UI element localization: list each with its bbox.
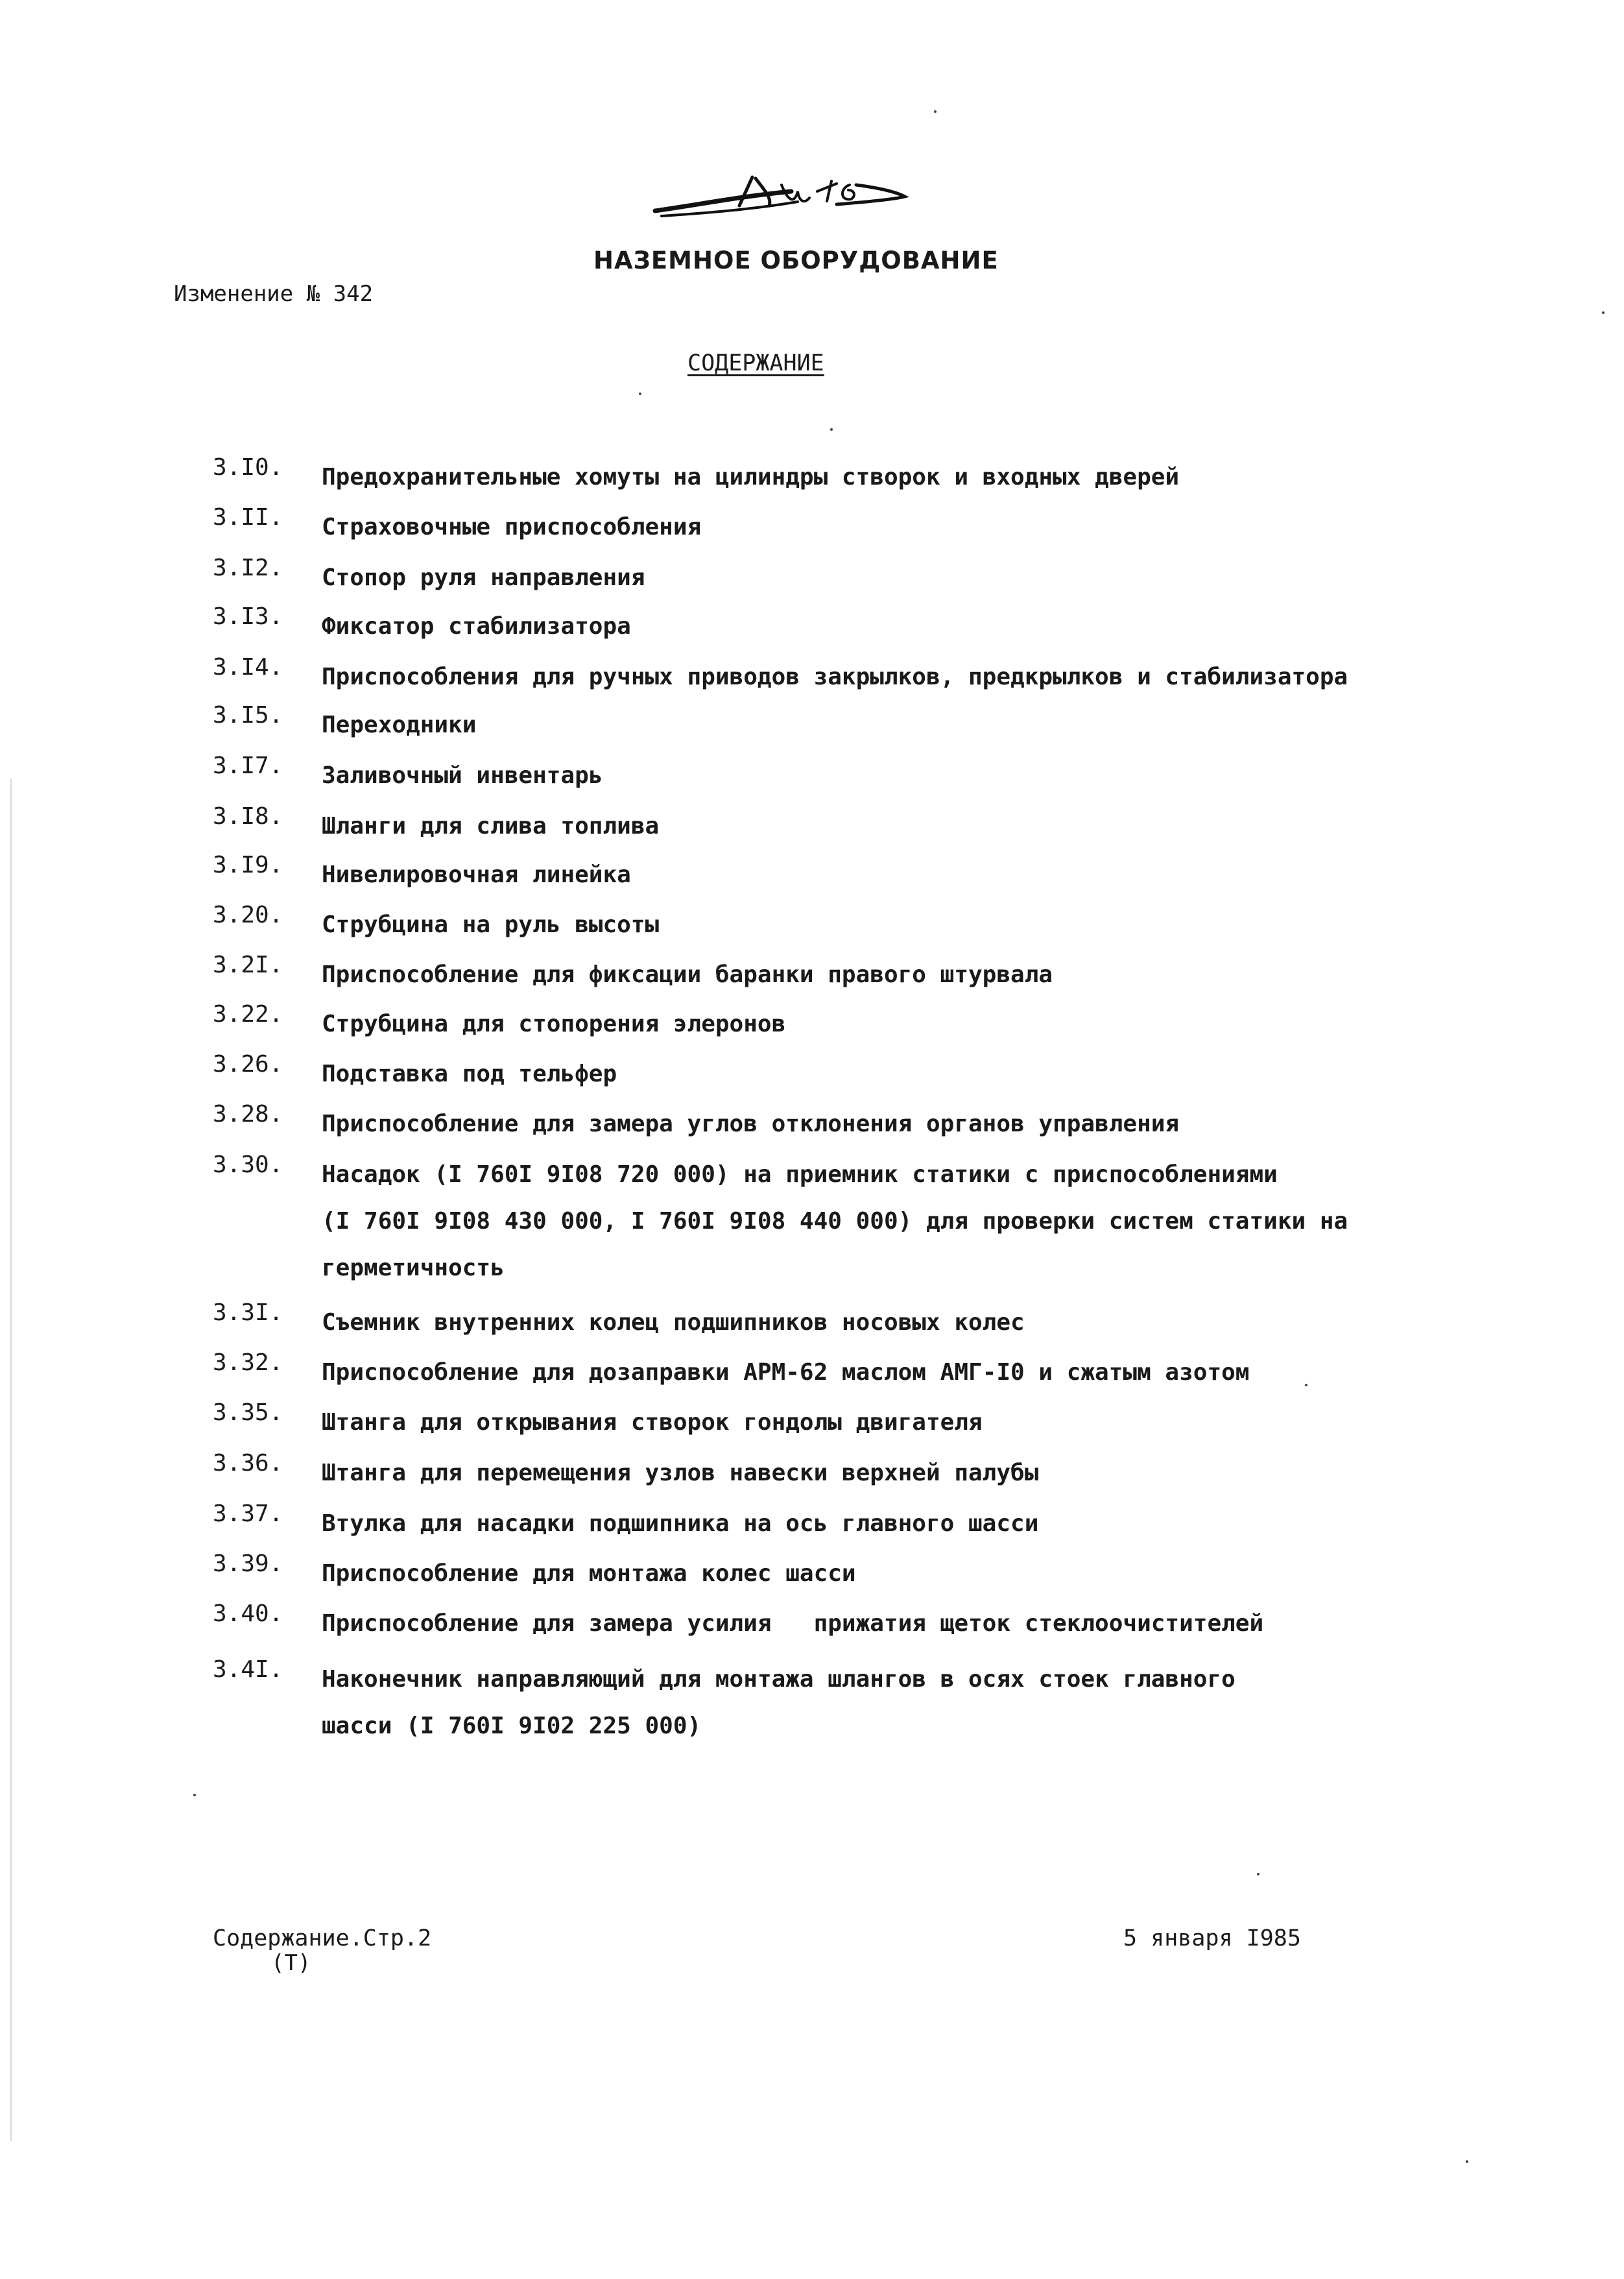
toc-number: 3.36. xyxy=(213,1450,283,1477)
toc-title: Нивелировочная линейка xyxy=(322,862,631,888)
toc-title: Шланги для слива топлива xyxy=(322,813,660,839)
toc-number: 3.I5. xyxy=(213,702,283,729)
toc-title: Приспособление для замера углов отклонения органов управления xyxy=(322,1111,1180,1137)
toc-number: 3.22. xyxy=(213,1001,283,1028)
contents-heading: СОДЕРЖАНИЕ xyxy=(687,350,824,376)
toc-title: Подставка под тельфер xyxy=(322,1061,617,1087)
scan-margin-line xyxy=(10,778,12,2141)
footer-page-suffix: (Т) xyxy=(271,1950,311,1976)
toc-number: 3.35. xyxy=(213,1399,283,1426)
toc-title: Штанга для открывания створок гондолы двигателя xyxy=(322,1409,983,1436)
toc-number: 3.I8. xyxy=(213,803,283,830)
toc-number: 3.I7. xyxy=(213,753,283,779)
scan-speck xyxy=(639,392,641,395)
toc-number: 3.37. xyxy=(213,1501,283,1527)
scan-speck xyxy=(830,428,833,431)
scan-speck xyxy=(193,1794,196,1796)
toc-title: Предохранительные хомуты на цилиндры створок и входных дверей xyxy=(322,464,1180,490)
footer-date: 5 января I985 xyxy=(1123,1925,1301,1951)
footer-page-label: Содержание.Стр.2 xyxy=(213,1925,432,1951)
change-number: Изменение № 342 xyxy=(174,281,374,307)
scan-speck xyxy=(934,110,937,113)
toc-title: Приспособление для дозаправки АРМ-62 маслом АМГ-I0 и сжатым азотом xyxy=(322,1359,1250,1386)
scan-speck xyxy=(1602,311,1605,314)
toc-title: Съемник внутренних колец подшипников носовых колес xyxy=(322,1309,1025,1336)
toc-number: 3.I0. xyxy=(213,454,283,481)
toc-title: Переходники xyxy=(322,712,477,738)
toc-title: Страховочные приспособления xyxy=(322,514,702,540)
toc-number: 3.3I. xyxy=(213,1299,283,1326)
toc-number: 3.I9. xyxy=(213,852,283,878)
toc-number: 3.30. xyxy=(213,1152,283,1178)
toc-title: Приспособление для фиксации баранки правого штурвала xyxy=(322,961,1053,988)
toc-title: Струбцина на руль высоты xyxy=(322,911,660,938)
toc-number: 3.4I. xyxy=(213,1656,283,1683)
toc-title: Заливочный инвентарь xyxy=(322,762,603,789)
scan-speck xyxy=(1305,1384,1308,1386)
toc-title: Приспособления для ручных приводов закрылков, предкрылков и стабилизатора xyxy=(322,664,1348,690)
toc-title: Стопор руля направления xyxy=(322,564,645,591)
toc-number: 3.20. xyxy=(213,902,283,928)
toc-number: 3.I3. xyxy=(213,603,283,630)
toc-number: 3.II. xyxy=(213,504,283,531)
toc-title: Струбцина для стопорения элеронов xyxy=(322,1011,786,1037)
toc-number: 3.28. xyxy=(213,1101,283,1127)
toc-number: 3.2I. xyxy=(213,952,283,978)
toc-title: Втулка для насадки подшипника на ось главного шасси xyxy=(322,1510,1039,1537)
toc-title: Фиксатор стабилизатора xyxy=(322,613,631,640)
toc-number: 3.26. xyxy=(213,1051,283,1078)
toc-number: 3.I4. xyxy=(213,654,283,681)
toc-title: Приспособление для монтажа колес шасси xyxy=(322,1560,856,1587)
toc-number: 3.40. xyxy=(213,1600,283,1627)
section-title: НАЗЕМНОЕ ОБОРУДОВАНИЕ xyxy=(593,247,999,274)
toc-title: Приспособление для замера усилия прижатия щеток стеклоочистителей xyxy=(322,1610,1264,1637)
scan-speck xyxy=(1257,1873,1260,1875)
toc-title: Наконечник направляющий для монтажа шлангов в осях стоек главного шасси (I 760I 9I02 225 000) xyxy=(322,1666,1236,1739)
toc-number: 3.39. xyxy=(213,1550,283,1577)
scan-speck xyxy=(1466,2160,1468,2163)
handwritten-signature xyxy=(642,165,914,224)
toc-number: 3.32. xyxy=(213,1349,283,1376)
toc-title: Штанга для перемещения узлов навески верхней палубы xyxy=(322,1460,1039,1486)
toc-title: Насадок (I 760I 9I08 720 000) на приемник статики с приспособлениями (I 760I 9I08 430 000, I 760I 9I08 440 000) для проверки систем статики на герметичность xyxy=(322,1161,1348,1281)
toc-number: 3.I2. xyxy=(213,555,283,581)
